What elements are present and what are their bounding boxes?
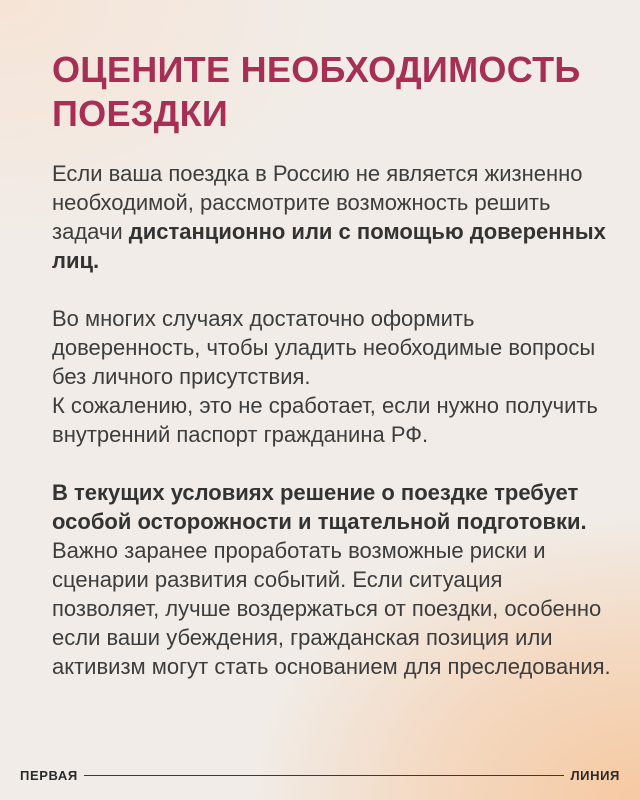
paragraph-1-text: Если ваша поездка в Россию не является жизненно необходимой, рассмотрите возможность решить задачи bbox=[52, 161, 583, 244]
paragraph-1-bold: дистанционно или с помощью доверенных лиц. bbox=[52, 219, 606, 273]
paragraph-remote-options bbox=[52, 159, 612, 275]
title-line-2: ПОЕЗДКИ bbox=[52, 93, 229, 134]
paragraph-caution bbox=[52, 478, 612, 681]
title-line-1: ОЦЕНИТЕ НЕОБХОДИМОСТЬ bbox=[52, 49, 581, 90]
content-card bbox=[52, 48, 612, 681]
footer-brand-left: ПЕРВАЯ bbox=[20, 767, 78, 783]
paragraph-2-line-b: К сожалению, это не сработает, если нужно получить внутренний паспорт гражданина РФ. bbox=[52, 393, 598, 447]
footer-brand bbox=[20, 765, 620, 785]
footer-brand-right: ЛИНИЯ bbox=[570, 767, 620, 783]
paragraph-3-text: Важно заранее проработать возможные риски и сценарии развития событий. Если ситуация позволяет, лучше воздержаться от поездки, особенно если ваши убеждения, гражданская позиция или активизм могут стать основанием для преследования. bbox=[52, 538, 611, 679]
page-title bbox=[52, 48, 612, 136]
paragraph-3-bold: В текущих условиях решение о поездке требует особой осторожности и тщательной подготовки. bbox=[52, 480, 587, 534]
footer-divider-line bbox=[84, 775, 565, 776]
paragraph-2-line-a: Во многих случаях достаточно оформить доверенность, чтобы уладить необходимые вопросы без личного присутствия. bbox=[52, 306, 596, 389]
paragraph-power-of-attorney bbox=[52, 304, 612, 449]
